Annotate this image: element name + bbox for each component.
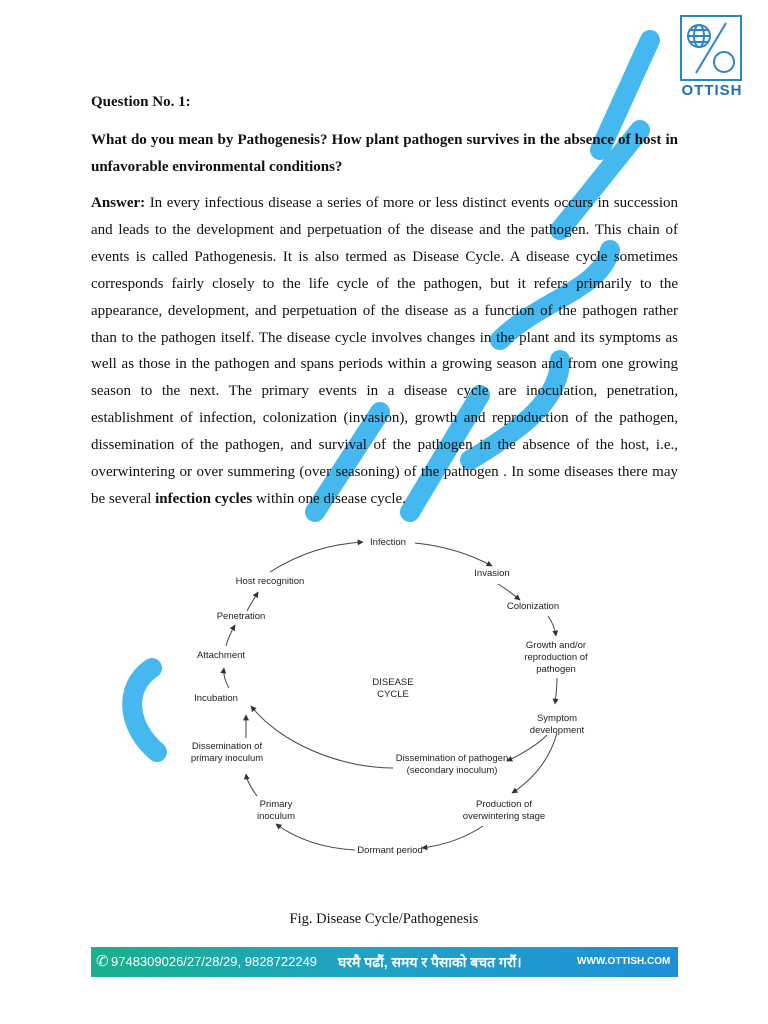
logo-brand: OTTISH [681,82,743,99]
arrow-symptom-to-secondary [507,735,547,761]
globe-percent-icon [682,17,740,79]
label-production: Production of [476,799,532,810]
arrow-infection-to-invasion [415,543,492,566]
label-production: overwintering stage [462,811,546,822]
label-invasion: Invasion [474,568,510,579]
phone-icon: ✆ [96,953,109,970]
label-symptom: development [529,725,585,736]
arrow-symptom-to-production [512,733,557,793]
arrow-colonization-to-growth [548,616,556,636]
logo [680,15,742,81]
arrow-incubation-to-attachment [224,668,229,688]
label-incubation: Incubation [194,693,238,704]
label-symptom: Symptom [536,713,578,724]
label-colonization: Colonization [506,601,560,612]
arrow-primary-to-dissem-primary [246,774,257,796]
label-penetration: Penetration [216,611,266,622]
answer-text-2: within one disease cycle. [252,490,406,507]
question-text: What do you mean by Pathogenesis? How plant pathogen survives in the absence of host in unfavorable environmental conditions? [91,132,678,175]
label-growth: Growth and/or [525,640,587,651]
arrow-invasion-to-colonization [498,584,520,600]
label-disease-cycle: CYCLE [377,689,409,700]
label-primary-inoculum: inoculum [256,811,296,822]
label-disease-cycle: DISEASE [372,677,414,688]
label-dissemination-secondary: Dissemination of pathogen [395,753,509,764]
banner-url[interactable]: WWW.OTTISH.COM [577,956,671,967]
label-dissemination-primary: primary inoculum [190,753,264,764]
answer-bold-term: infection cycles [155,490,253,507]
banner-phone: 9748309026/27/28/29, 9828722249 [111,954,318,969]
label-attachment: Attachment [196,650,246,661]
label-dissemination-primary: Dissemination of [191,741,263,752]
arrow-growth-to-symptom [555,678,557,704]
disease-cycle-diagram [150,528,610,868]
arrow-secondary-to-incubation [251,706,393,768]
label-dissemination-secondary: (secondary inoculum) [406,765,498,776]
answer-text-1: In every infectious disease a series of more or less distinct events occurs in succession and leads to the development and perpetuation of the disease and the pathogen. This chain of events is called Pathogenesis. It is also termed as Disease Cycle. A disease cycle sometimes corresponds fairly closely to the life cycle of the pathogen, but it refers primarily to the appearance, development, and perpetuation of the disease as a function of the pathogen rather than to the pathogen itself. The disease cycle involves changes in the plant and its symptoms as well as those in the pathogen and spans periods within a growing season and from one growing season to the next. The primary events in a disease cycle are inoculation, penetration, establishment of infection, colonization (invasion), growth and reproduction of the pathogen, dissemination of the pathogen, and survival of the pathogen in the absence of the host, i.e., overwintering or over summering (over seasoning) of the pathogen . In some diseases there may be several [91,195,678,507]
answer-paragraph [91,190,678,513]
arrow-production-to-dormant [422,826,483,848]
banner-tagline: घरमै पढौं, समय र पैसाको बचत गरौं। [338,954,522,970]
label-dormant-period: Dormant period [357,845,423,856]
label-growth: pathogen [536,664,576,675]
arrow-penetration-to-host [247,592,258,611]
question-number: Question No. 1: [91,94,191,110]
figure-caption: Fig. Disease Cycle/Pathogenesis [289,911,479,927]
label-infection: Infection [370,537,406,548]
label-host-recognition: Host recognition [235,576,305,587]
answer-label: Answer: [91,195,146,211]
arrow-host-to-infection [270,542,363,572]
label-growth: reproduction of [524,652,588,663]
footer-banner [91,947,678,977]
arrow-attachment-to-penetration [226,625,235,646]
arrow-dormant-to-primary [276,824,355,850]
label-primary-inoculum: Primary [259,799,293,810]
